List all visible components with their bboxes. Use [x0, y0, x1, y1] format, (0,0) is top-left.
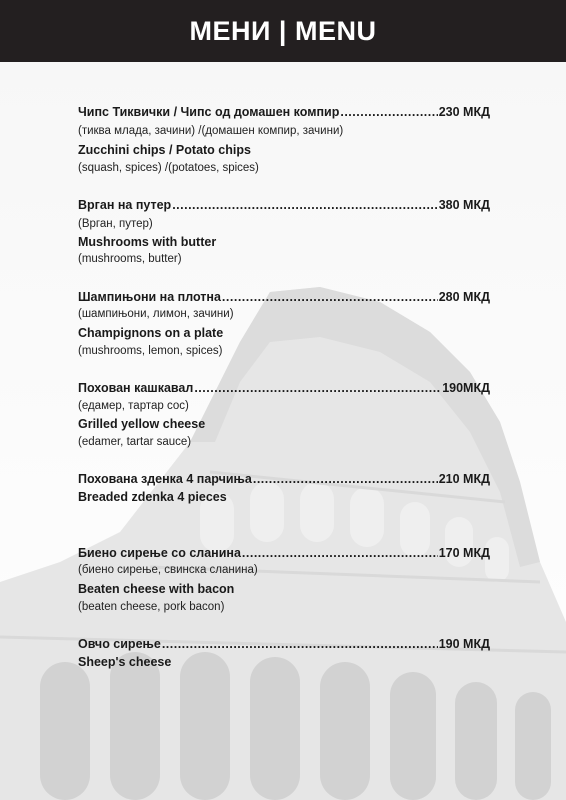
- menu-item-row: [78, 637, 490, 651]
- item-price: 230 МКД: [438, 105, 490, 119]
- dot-leader: [194, 381, 441, 395]
- item-name-mk: Овчо сирење: [78, 637, 161, 651]
- item-description-en: (mushrooms, lemon, spices): [78, 345, 223, 357]
- dot-leader: [172, 198, 438, 212]
- menu-item-row: [78, 546, 490, 560]
- item-description-en: (squash, spices) /(potatoes, spices): [78, 162, 259, 174]
- item-price: 190 МКД: [438, 637, 490, 651]
- item-name-mk: Биено сирење со сланина: [78, 546, 241, 560]
- page-title: МЕНИ | MENU: [189, 15, 377, 46]
- menu-item-row: [78, 290, 490, 304]
- item-description-en: (edamer, tartar sauce): [78, 436, 192, 448]
- item-price: 170 МКД: [438, 546, 490, 560]
- dot-leader: [162, 637, 438, 651]
- item-name-en: Mushrooms with butter: [78, 235, 217, 249]
- dot-leader: [242, 546, 438, 560]
- item-name-en: Zucchini chips / Potato chips: [78, 143, 251, 157]
- menu-item-row: [78, 105, 490, 119]
- item-name-mk: Похован кашкавал: [78, 381, 194, 395]
- menu-header: [0, 0, 566, 62]
- item-description-mk: (биено сирење, свинска сланина): [78, 564, 258, 576]
- item-description-en: (mushrooms, butter): [78, 253, 182, 265]
- item-name-en: Champignons on a plate: [78, 326, 224, 340]
- item-name-mk: Шампињони на плотна: [78, 290, 221, 304]
- item-name-mk: Похована зденка 4 парчиња: [78, 472, 252, 486]
- menu-item-row: [78, 472, 490, 486]
- dot-leader: [222, 290, 438, 304]
- dot-leader: [253, 472, 438, 486]
- item-name-en: Grilled yellow cheese: [78, 417, 206, 431]
- item-price: 280 МКД: [438, 290, 490, 304]
- item-name-en: Sheep's cheese: [78, 655, 172, 669]
- dot-leader: [340, 105, 437, 119]
- item-description-mk: (едамер, тартар сос): [78, 400, 189, 412]
- item-price: 380 МКД: [438, 198, 490, 212]
- item-price: 190МКД: [442, 381, 490, 395]
- item-description-en: (beaten cheese, pork bacon): [78, 601, 225, 613]
- menu-item-row: [78, 381, 490, 395]
- item-name-en: Beaten cheese with bacon: [78, 582, 235, 596]
- item-description-mk: (тиква млада, зачини) /(домашен компир, зачини): [78, 125, 344, 137]
- item-name-en: Breaded zdenka 4 pieces: [78, 490, 227, 504]
- item-description-mk: (Врган, путер): [78, 218, 153, 230]
- item-price: 210 МКД: [438, 472, 490, 486]
- item-name-mk: Врган на путер: [78, 198, 172, 212]
- item-description-mk: (шампињони, лимон, зачини): [78, 308, 234, 320]
- menu-item-row: [78, 198, 490, 212]
- item-name-mk: Чипс Тиквички / Чипс од домашен компир: [78, 105, 340, 119]
